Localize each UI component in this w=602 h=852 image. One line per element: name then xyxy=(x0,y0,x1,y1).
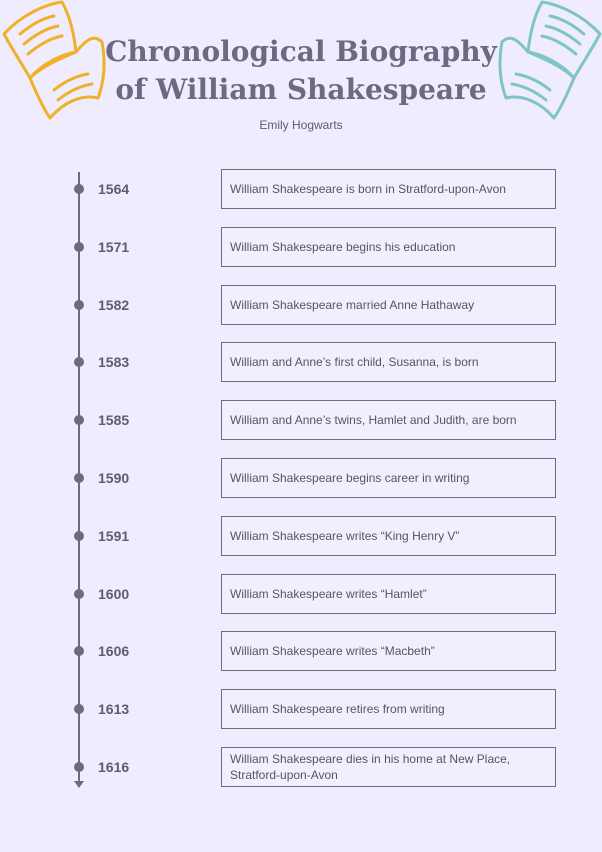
timeline-event-box xyxy=(221,574,556,614)
timeline-year: 1585 xyxy=(98,412,130,428)
timeline-event-box xyxy=(221,689,556,729)
timeline-event-box xyxy=(221,285,556,325)
timeline-event-text: William Shakespeare writes “Macbeth” xyxy=(230,644,435,658)
title-line-1: Chronological Biography xyxy=(105,35,497,68)
timeline-dot xyxy=(74,184,84,194)
timeline-dot xyxy=(74,531,84,541)
timeline-event-text: William and Anne’s first child, Susanna, is born xyxy=(230,355,479,369)
timeline-event-text: William Shakespeare begins career in writing xyxy=(230,471,470,485)
timeline-dot xyxy=(74,357,84,367)
timeline-event-text: William Shakespeare retires from writing xyxy=(230,702,445,716)
timeline-year: 1583 xyxy=(98,354,130,370)
timeline-event-text: William Shakespeare is born in Stratford-upon-Avon xyxy=(230,182,506,196)
page-title xyxy=(0,33,602,109)
timeline-event-text: William Shakespeare begins his education xyxy=(230,240,456,254)
title-line-2: of William Shakespeare xyxy=(115,73,487,106)
timeline-event-box xyxy=(221,342,556,382)
timeline-year: 1616 xyxy=(98,759,130,775)
timeline-event-text: William Shakespeare writes “King Henry V” xyxy=(230,529,460,543)
timeline-dot xyxy=(74,415,84,425)
timeline-year: 1571 xyxy=(98,239,130,255)
timeline-dot xyxy=(74,646,84,656)
timeline-dot xyxy=(74,589,84,599)
timeline-arrow-icon xyxy=(74,781,84,788)
timeline-year: 1582 xyxy=(98,297,130,313)
timeline-event-box xyxy=(221,747,556,787)
timeline-event-box xyxy=(221,227,556,267)
timeline-event-box xyxy=(221,169,556,209)
timeline-dot xyxy=(74,300,84,310)
timeline-dot xyxy=(74,473,84,483)
timeline-event-box xyxy=(221,458,556,498)
timeline-event-box xyxy=(221,631,556,671)
timeline-event-box xyxy=(221,516,556,556)
timeline-dot xyxy=(74,242,84,252)
timeline-year: 1606 xyxy=(98,643,130,659)
timeline-event-text: William Shakespeare dies in his home at New Place, Stratford-upon-Avon xyxy=(230,752,511,782)
timeline-dot xyxy=(74,762,84,772)
timeline-year: 1590 xyxy=(98,470,130,486)
timeline-event-text: William Shakespeare married Anne Hathaway xyxy=(230,298,475,312)
timeline-event-text: William and Anne’s twins, Hamlet and Judith, are born xyxy=(230,413,517,427)
timeline-year: 1564 xyxy=(98,181,130,197)
timeline-year: 1600 xyxy=(98,586,130,602)
timeline-event-box xyxy=(221,400,556,440)
timeline-year: 1613 xyxy=(98,701,130,717)
timeline-year: 1591 xyxy=(98,528,130,544)
timeline-dot xyxy=(74,704,84,714)
author-name: Emily Hogwarts xyxy=(259,118,343,132)
timeline-event-text: William Shakespeare writes “Hamlet” xyxy=(230,587,427,601)
